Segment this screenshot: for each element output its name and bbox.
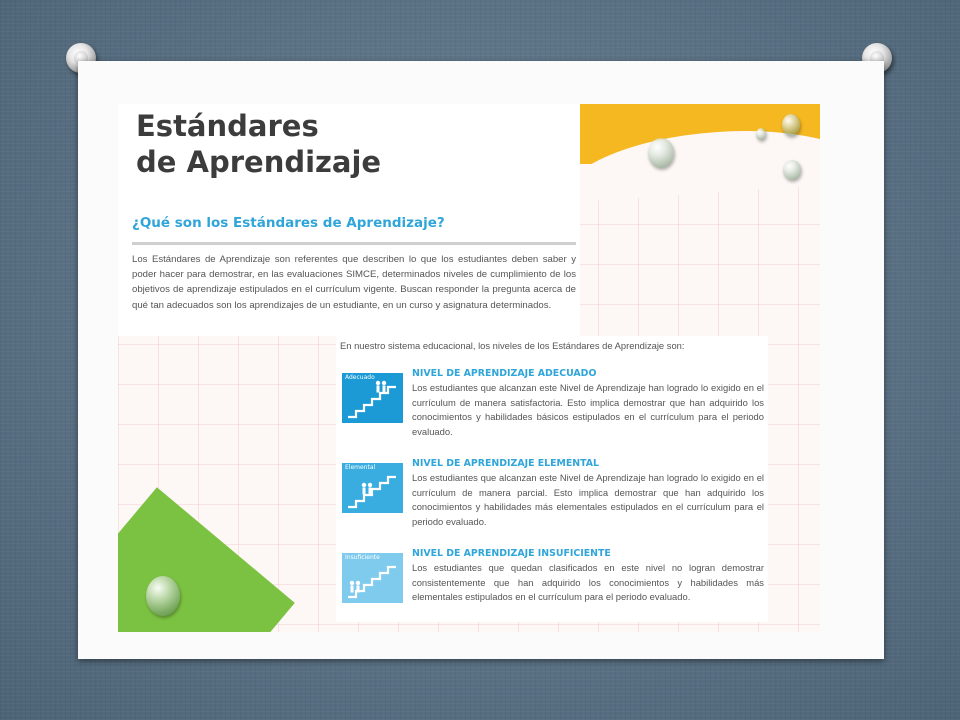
intro-section: [118, 104, 580, 336]
level-description: Los estudiantes que alcanzan este Nivel de Aprendizaje han logrado lo exigido en el currículum de manera parcial. Esto implica demostrar que han adquirido los conocimientos y habilidades más elementales estipulados en el currículum para el periodo evaluado.: [412, 472, 764, 527]
divider: [132, 242, 576, 245]
level-insuficiente: [340, 548, 766, 632]
level-adecuado: [340, 368, 766, 452]
level-description: Los estudiantes que quedan clasificados en este nivel no logran demostrar consistentemente que han adquirido los conocimientos y habilidades más elementales estipulados en el currículum para el periodo evaluado.: [412, 562, 764, 603]
level-title: NIVEL DE APRENDIZAJE INSUFICIENTE: [412, 548, 611, 559]
water-drop-icon: [782, 114, 800, 136]
level-elemental: [340, 458, 766, 542]
water-drop-icon: [783, 160, 801, 180]
title-line-1: Estándares: [136, 109, 319, 143]
level-title: NIVEL DE APRENDIZAJE ELEMENTAL: [412, 458, 600, 469]
page-title: [136, 108, 381, 180]
document-image: [118, 104, 820, 632]
title-line-2: de Aprendizaje: [136, 145, 382, 179]
level-description: Los estudiantes que alcanzan este Nivel de Aprendizaje han logrado lo exigido en el currículum de manera satisfactoria. Esto implica demostrar que han adquirido los conocimientos y habilidades básicos estipulados en el currículum para el periodo evaluado.: [412, 382, 764, 437]
intro-paragraph: Los Estándares de Aprendizaje son referentes que describen lo que los estudiantes deben saber y poder hacer para demostrar, en las evaluaciones SIMCE, determinados niveles de cumplimiento de los objetivos de aprendizaje estipulados en el currículum vigente. Buscan responder la pregunta acerca de qué tan adecuados son los aprendizajes de un estudiante, en un curso y asignatura determinados.: [132, 254, 576, 311]
levels-panel: [336, 336, 768, 622]
water-drop-icon: [146, 576, 180, 616]
section-subtitle: ¿Qué son los Estándares de Aprendizaje?: [132, 215, 445, 231]
water-drop-icon: [756, 128, 766, 140]
level-title: NIVEL DE APRENDIZAJE ADECUADO: [412, 368, 597, 379]
levels-intro: En nuestro sistema educacional, los niveles de los Estándares de Aprendizaje son:: [340, 340, 685, 351]
level-tag: Insuficiente: [345, 554, 380, 561]
green-corner-decoration: [118, 487, 295, 632]
water-drop-icon: [648, 138, 674, 168]
level-tag: Elemental: [345, 464, 376, 471]
level-tag: Adecuado: [345, 374, 375, 381]
